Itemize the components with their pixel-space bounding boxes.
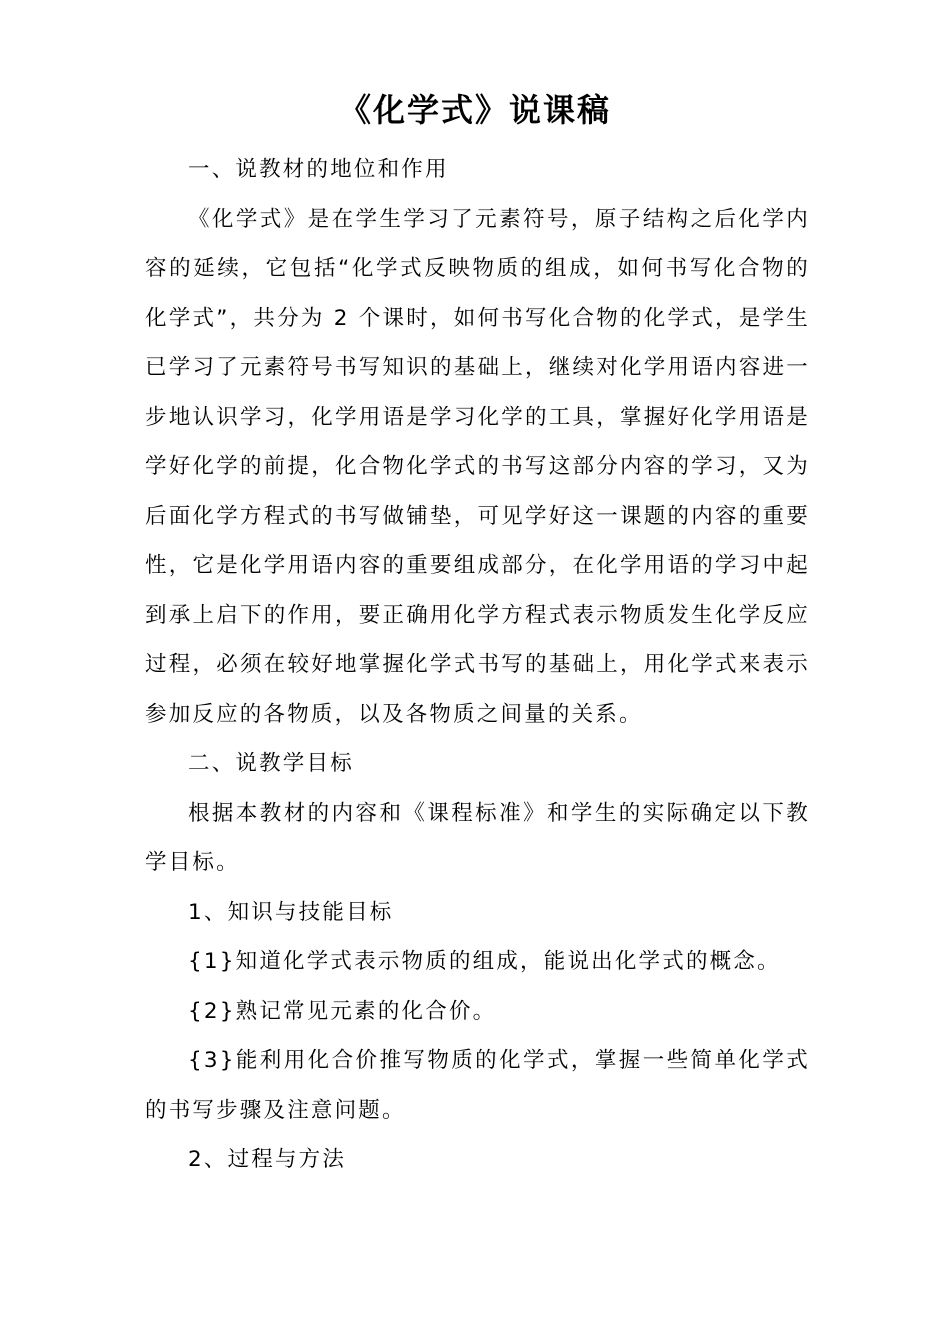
document-title: 《化学式》说课稿 xyxy=(338,91,611,129)
section-heading-1: 一、说教材的地位和作用 xyxy=(188,157,449,182)
list-item: {3}能利用化合价推写物质的化学式，掌握一些简单化学式的书写步骤及注意问题。 xyxy=(145,1048,810,1123)
subsection-heading-2: 2、过程与方法 xyxy=(188,1147,347,1172)
body-paragraph: 《化学式》是在学生学习了元素符号，原子结构之后化学内容的延续，它包括“化学式反映物质的组成，如何书写化合物的化学式”，共分为 2 个课时，如何书写化合物的化学式，是学生已学习了元素符号书写知识的基础上，继续对化学用语内容进一步地认识学习，化学用语是学习化学的工具，掌握好化学用语是学好化学的前提，化合物化学式的书写这部分内容的学习，又为后面化学方程式的书写做铺垫，可见学好这一课题的内容的重要性，它是化学用语内容的重要组成部分，在化学用语的学习中起到承上启下的作用，要正确用化学方程式表示物质发生化学反应过程，必须在较好地掌握化学式书写的基础上，用化学式来表示参加反应的各物质，以及各物质之间量的关系。 xyxy=(145,206,810,727)
subsection-heading-1: 1、知识与技能目标 xyxy=(188,899,394,925)
list-item: {2}熟记常见元素的化合价。 xyxy=(188,998,497,1024)
list-item: {1}知道化学式表示物质的组成，能说出化学式的概念。 xyxy=(188,949,781,974)
section-heading-2: 二、说教学目标 xyxy=(188,751,354,776)
body-paragraph: 根据本教材的内容和《课程标准》和学生的实际确定以下教学目标。 xyxy=(145,800,810,875)
document-body xyxy=(145,145,810,1185)
